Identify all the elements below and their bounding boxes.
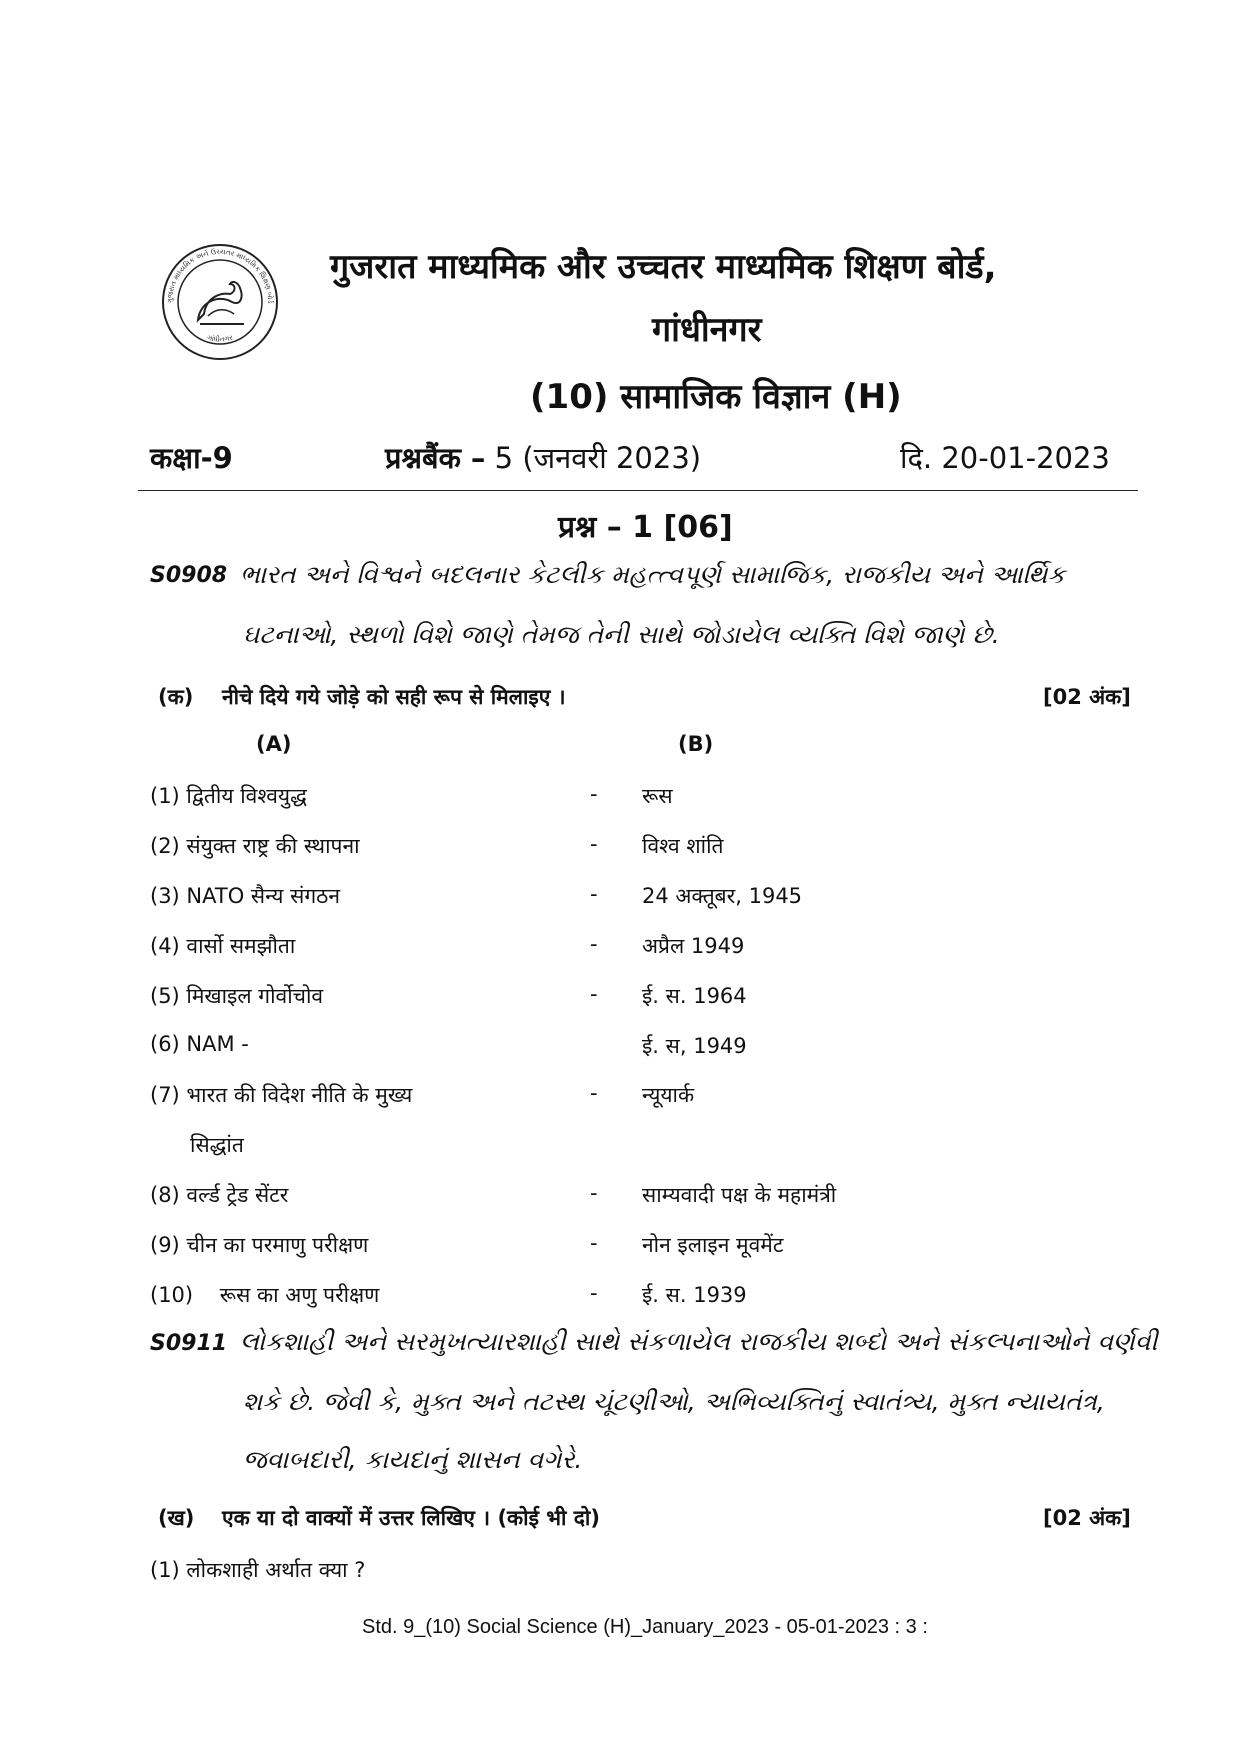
header-divider	[138, 490, 1138, 491]
match-item-a: (6) NAM -	[150, 1032, 249, 1056]
column-b-heading: (B)	[678, 732, 714, 756]
match-item-b: 24 अक्तूबर, 1945	[642, 884, 803, 908]
objective-text-line: લોકશાહી અને સરમુખત્યારશાહી સાથે સંકળાયેલ રાજકીય શબ્દો અને સંકલ્પનાઓને વર્ણવી	[240, 1327, 1158, 1356]
objective-text-line: ઘટનાઓ, સ્થળો વિશે જાણે તેમજ તેની સાથે જોડાયેલ વ્યક્તિ વિશે જાણે છે.	[243, 620, 1000, 649]
match-item-b: रूस	[642, 784, 673, 808]
page-footer: Std. 9_(10) Social Science (H)_January_2023 - 05-01-2023 : 3 :	[362, 1616, 928, 1638]
match-item-b: न्यूयार्क	[642, 1083, 695, 1107]
match-dash: -	[590, 1181, 598, 1205]
board-title-line1: गुजरात माध्यमिक और उच्चतर माध्यमिक शिक्षण बोर्ड,	[330, 247, 997, 287]
part-b-marks: [02 अंक]	[1043, 1506, 1131, 1530]
class-label: कक्षा-9	[150, 441, 233, 475]
objective-code: S0911	[150, 1331, 228, 1356]
match-dash: -	[590, 882, 598, 906]
match-item-a: (5) मिखाइल गोर्वोचोव	[150, 984, 324, 1008]
match-dash: -	[590, 832, 598, 856]
objective-code: S0908	[150, 563, 228, 588]
subject-title: (10) सामाजिक विज्ञान (H)	[530, 377, 902, 417]
part-a-instruction: नीचे दिये गये जोड़े को सही रूप से मिलाइए ।	[222, 685, 566, 709]
objective-text-line: શકે છે. જેવી કે, મુક્ત અને તટસ્થ ચૂંટણીઓ, અભિવ્યક્તિનું સ્વાતંત્ર્ય, મુક્ત ન્યાયતંત્ર,	[243, 1387, 1105, 1416]
svg-text:ગાંધીનગર	[206, 333, 234, 343]
part-b-instruction: एक या दो वाक्यों में उत्तर लिखिए । (कोई भी दो)	[222, 1506, 600, 1530]
part-b-question: (1) लोकशाही अर्थात क्या ?	[150, 1558, 366, 1582]
part-a-label: (क)	[158, 685, 194, 709]
board-seal-logo	[160, 242, 280, 362]
match-dash: -	[590, 1231, 598, 1255]
part-b-label: (ख)	[158, 1506, 195, 1530]
match-item-b: ई. स. 1964	[642, 984, 747, 1008]
seal-text-bottom: ગાંધીનગર	[206, 333, 234, 344]
part-a-marks: [02 अंक]	[1043, 685, 1131, 709]
match-item-a-continued: सिद्धांत	[190, 1133, 244, 1157]
match-item-a: (4) वार्सो समझौता	[150, 934, 296, 958]
question-bank-prefix: प्रश्नबैंक –	[385, 441, 486, 475]
match-item-a: (8) वर्ल्ड ट्रेड सेंटर	[150, 1183, 289, 1207]
match-dash: -	[590, 782, 598, 806]
match-item-b: साम्यवादी पक्ष के महामंत्री	[642, 1183, 837, 1207]
seal-text-top: ગુજરાત માધ્યમિક અને ઉચ્ચતર માધ્યમિક શિક્ષણ બોર્ડ	[165, 247, 275, 304]
question-bank-suffix: 5 (जनवरी 2023)	[485, 441, 702, 475]
objective-text-line: ભારત અને વિશ્વને બદલનાર કેટલીક મહત્ત્વપૂર્ણ સામાજિક, રાજકીય અને આર્થિક	[240, 560, 1066, 589]
match-dash: -	[590, 932, 598, 956]
match-dash: -	[590, 1081, 598, 1105]
column-a-heading: (A)	[256, 732, 292, 756]
match-item-a: (9) चीन का परमाणु परीक्षण	[150, 1233, 369, 1257]
match-item-b: ई. स. 1939	[642, 1283, 747, 1307]
board-title-line2: गांधीनगर	[652, 310, 762, 350]
match-item-a: (10) रूस का अणु परीक्षण	[150, 1283, 380, 1307]
match-item-a: (7) भारत की विदेश नीति के मुख्य	[150, 1083, 413, 1107]
match-item-b: ई. स, 1949	[642, 1034, 747, 1058]
objective-text-line: જવાબદારી, કાયદાનું શાસન વગેરે.	[243, 1445, 583, 1474]
date-label: दि. 20-01-2023	[900, 441, 1110, 475]
question-bank-label	[385, 438, 701, 477]
match-item-a: (1) द्वितीय विश्वयुद्ध	[150, 784, 307, 808]
question-heading: प्रश्न – 1 [06]	[558, 510, 733, 545]
match-dash: -	[590, 982, 598, 1006]
match-dash: -	[590, 1281, 598, 1305]
match-item-b: विश्व शांति	[642, 834, 724, 858]
match-item-b: अप्रैल 1949	[642, 934, 745, 958]
match-item-b: नोन इलाइन मूवमेंट	[642, 1233, 784, 1257]
match-item-a: (3) NATO सैन्य संगठन	[150, 884, 341, 908]
match-item-a: (2) संयुक्त राष्ट्र की स्थापना	[150, 834, 360, 858]
